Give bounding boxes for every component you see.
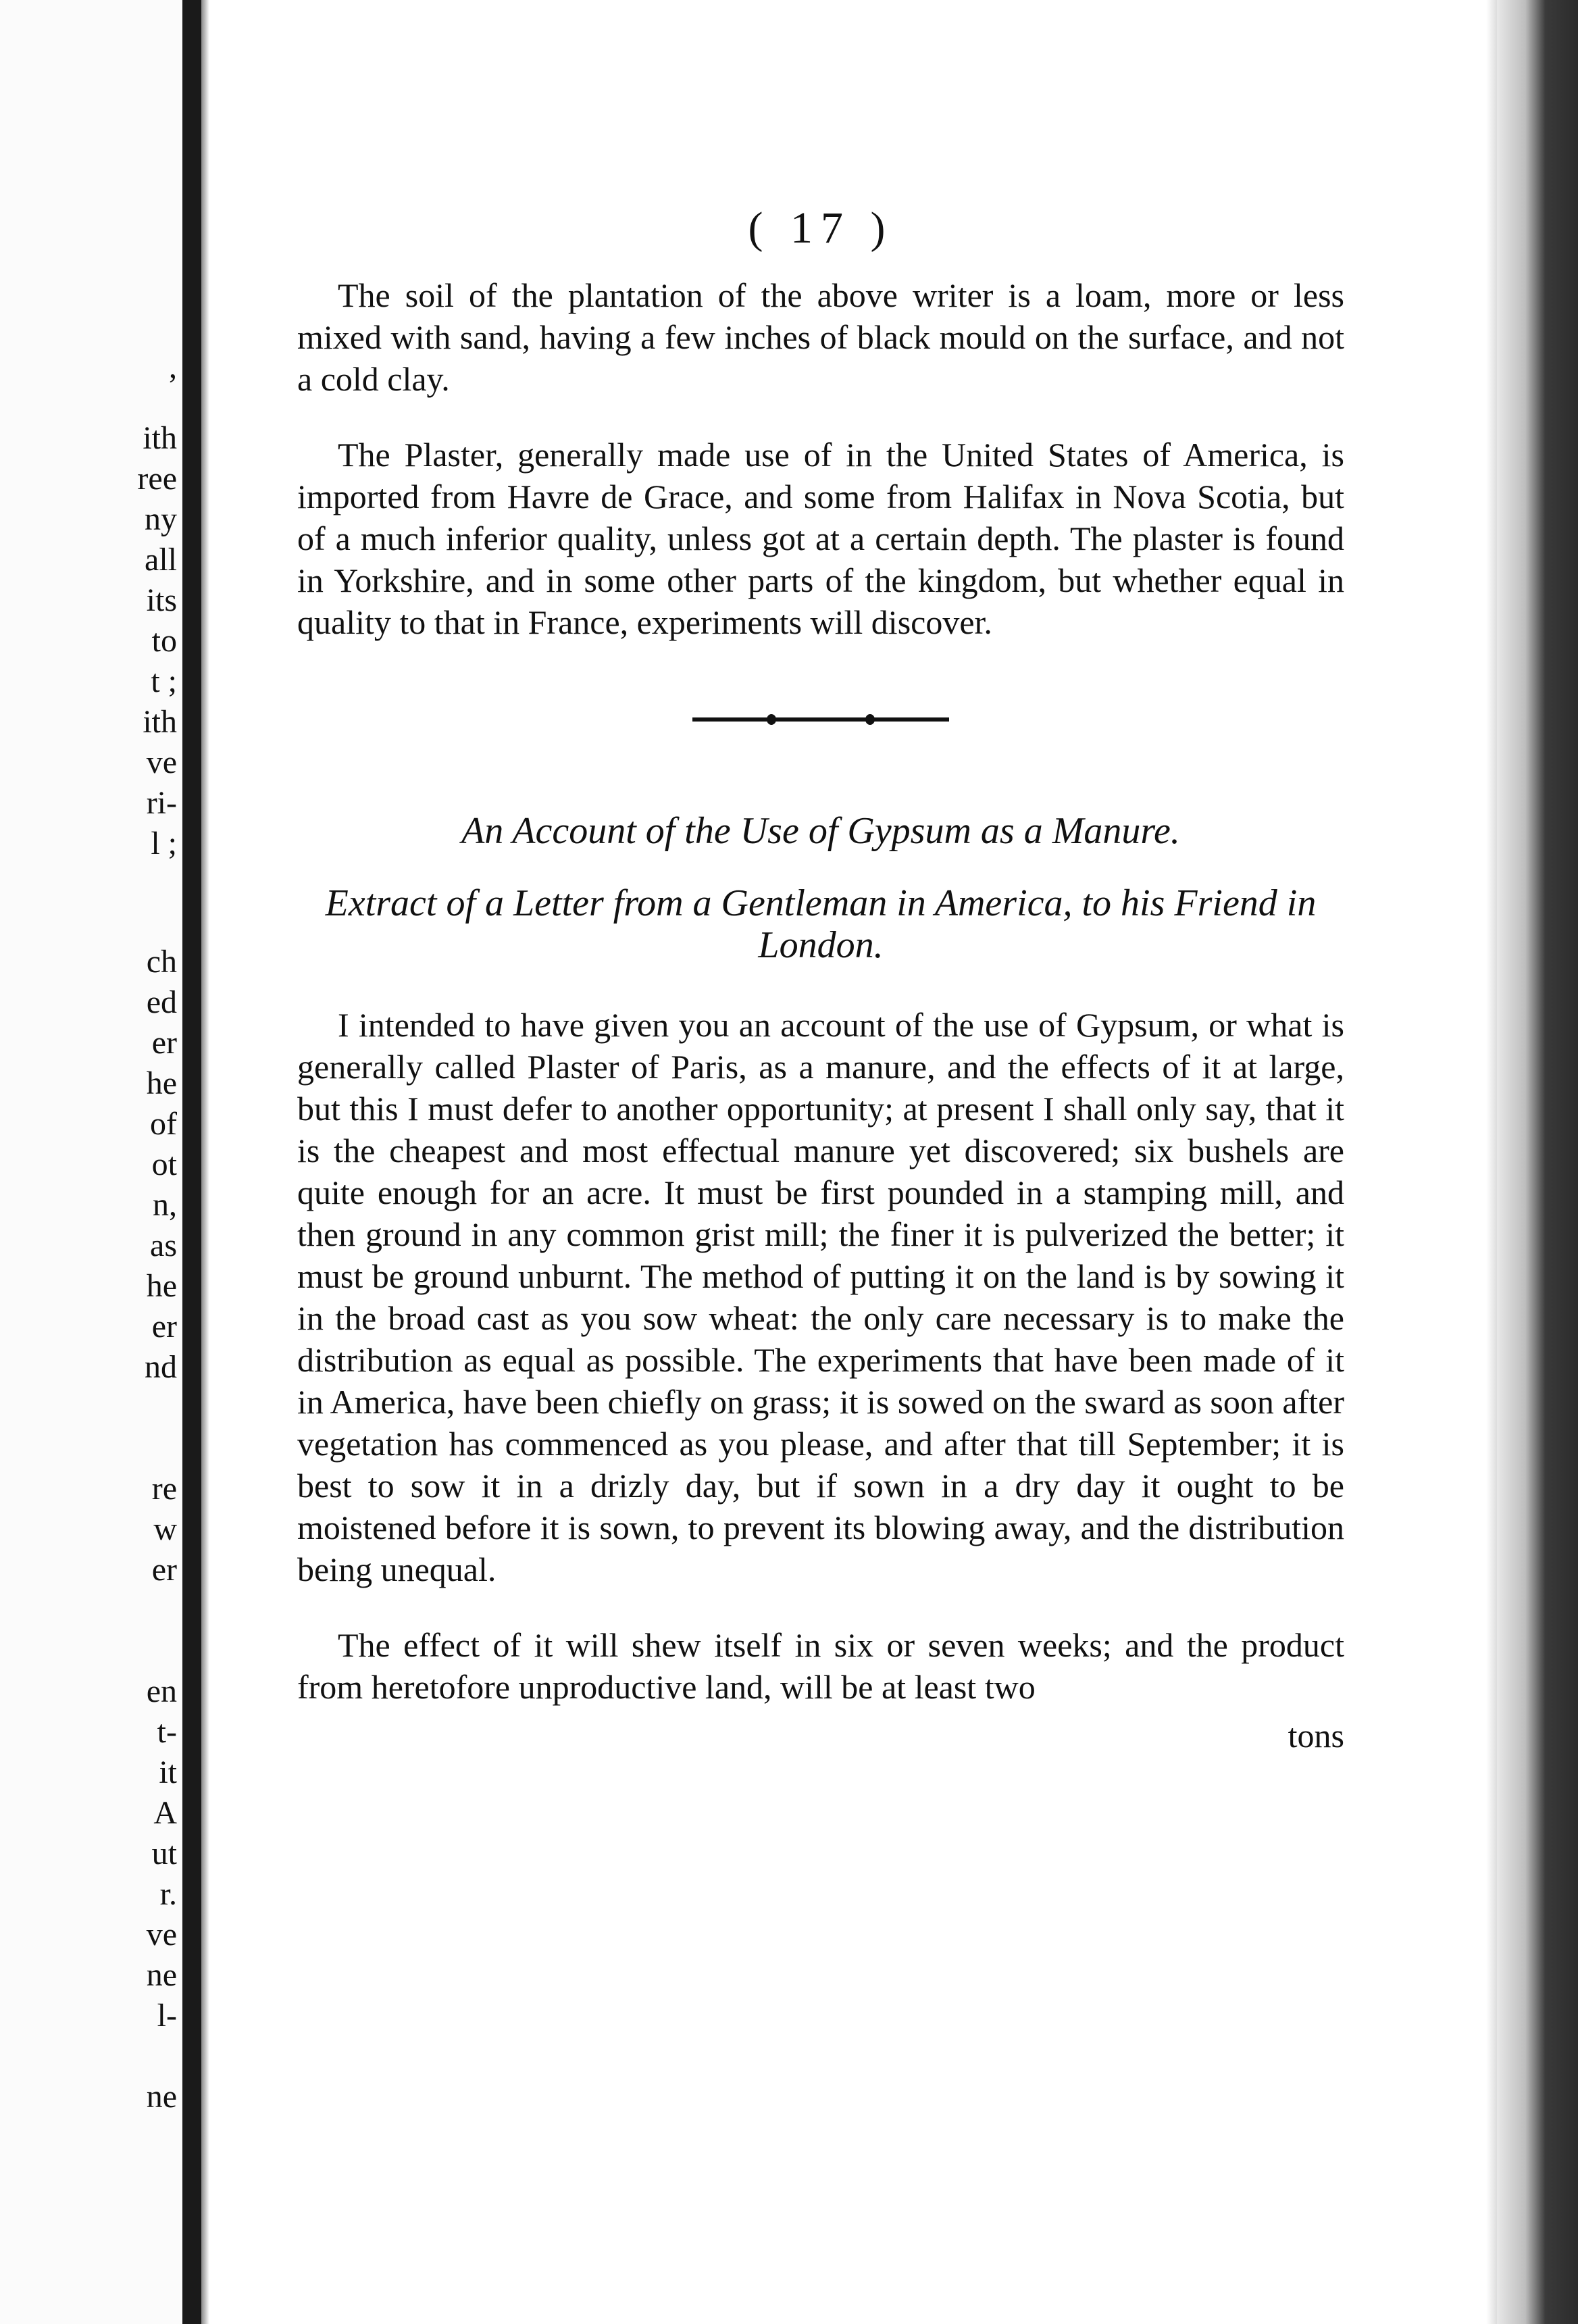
left-facing-page (0, 0, 182, 2324)
left-page-fragment: w (153, 1511, 177, 1547)
left-page-fragment: t- (157, 1714, 177, 1750)
left-page-fragment: ith (143, 420, 177, 456)
gutter-shadow (201, 0, 209, 2324)
page-number: ( 17 ) (748, 203, 894, 253)
left-page-fragment: as (150, 1228, 177, 1263)
left-page-fragment: en (146, 1673, 177, 1709)
left-page-fragment: ny (145, 501, 177, 537)
left-page-fragment: ve (146, 744, 177, 780)
left-page-fragment: l ; (151, 826, 177, 861)
left-page-text-fragments (81, 0, 182, 2324)
book-page (297, 203, 1344, 1757)
left-page-fragment: l- (157, 1998, 177, 2034)
left-page-fragment: ed (146, 984, 177, 1020)
left-page-fragment: he (146, 1268, 177, 1304)
paragraph-plaster: The Plaster, generally made use of in the United States of America, is imported from Havre de Grace, and some from Halifax in Nova Scotia, but of a much inferior quality, unless got at a certain depth. The plaster is found in Yorkshire, and in some other parts of the kingdom, but whether equal in quality to that in France, experiments will discover. (297, 436, 1344, 641)
page-edge-shadow (1497, 0, 1578, 2324)
left-page-fragment: all (145, 542, 177, 578)
left-page-fragment: ch (146, 944, 177, 980)
left-page-fragment: ve (146, 1917, 177, 1952)
left-page-fragment: A (153, 1795, 177, 1831)
paragraph-letter: I intended to have given you an account of the use of Gypsum, or what is generally called Plaster of Paris, as a manure, and the effects of it at large, but this I must defer to another opportunity; at present I shall only say, that it is the cheapest and most effectual manure yet discovered; six bushels are quite enough for an acre. It must be first pounded in a stamping mill, and then ground in any common grist mill; the finer it is pulverized the better; it must be ground unburnt. The method of putting it on the land is by sowing it in the broad cast as you sow wheat: the only care necessary is to make the distribution as equal as possible. The experiments that have been made of it in America, have been chiefly on grass; it is sowed on the sward as soon after vegetation has commenced as you please, and after that till September; it is best to sow it in a drizly day, but if sown in a dry day it ought to be moistened before it is sown, to prevent its blowing away, and the distribution being unequal. (297, 1006, 1344, 1588)
left-page-fragment: ith (143, 704, 177, 740)
section-divider (692, 717, 949, 722)
left-page-fragment: it (159, 1754, 177, 1790)
left-page-fragment: nd (145, 1349, 177, 1385)
left-page-fragment: ut (151, 1836, 177, 1871)
left-page-fragment: ri- (146, 785, 177, 821)
paragraph-soil: The soil of the plantation of the above writer is a loam, more or less mixed with sand, having a few inches of black mould on the surface, and not a cold clay. (297, 276, 1344, 398)
left-page-fragment: its (146, 582, 177, 618)
left-page-fragment: ot (151, 1146, 177, 1182)
left-page-fragment: re (151, 1471, 177, 1507)
left-page-fragment: ne (146, 2079, 177, 2115)
left-page-fragment: he (146, 1065, 177, 1101)
left-page-fragment: to (151, 623, 177, 659)
section-subheading: Extract of a Letter from a Gentleman in America, to his Friend in London. (325, 882, 1317, 966)
book-gutter (182, 0, 201, 2324)
left-page-fragment: , (169, 349, 177, 385)
left-page-fragment: er (151, 1552, 177, 1588)
left-page-fragment: t ; (151, 663, 177, 699)
left-page-fragment: er (151, 1025, 177, 1061)
left-page-fragment: ree (137, 461, 177, 497)
left-page-fragment: ne (146, 1957, 177, 1993)
catchword: tons (1288, 1717, 1344, 1754)
section-heading: An Account of the Use of Gypsum as a Manure. (461, 810, 1180, 852)
paragraph-effect: The effect of it will shew itself in six or seven weeks; and the product from heretofore unproductive land, will be at least two (297, 1626, 1344, 1706)
left-page-fragment: er (151, 1309, 177, 1344)
left-page-fragment: r. (159, 1876, 177, 1912)
left-page-fragment: of (150, 1106, 177, 1142)
left-page-fragment: n, (153, 1187, 177, 1223)
